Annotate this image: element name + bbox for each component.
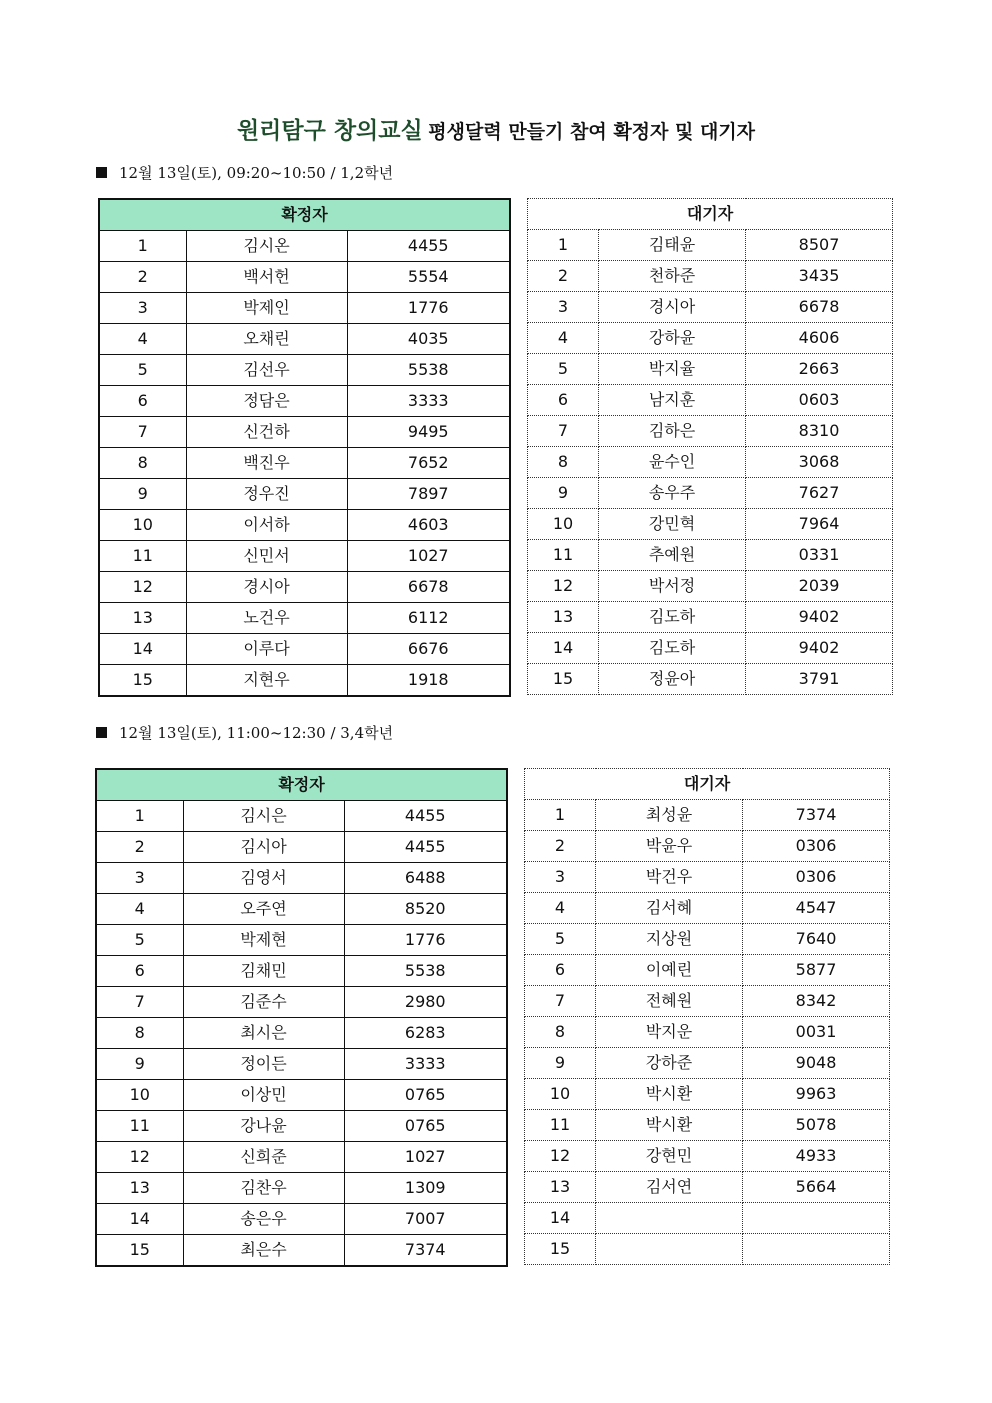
table-row [96, 832, 507, 863]
table-row [96, 1235, 507, 1267]
row-code: 8310 [746, 416, 893, 447]
table-row [99, 324, 510, 355]
row-name: 최성윤 [596, 800, 743, 831]
table-row [525, 1172, 890, 1203]
row-code: 0306 [743, 831, 890, 862]
table-row [525, 893, 890, 924]
title-main: 원리탐구 창의교실 [236, 118, 423, 144]
confirmed-header: 확정자 [96, 769, 507, 801]
row-code: 0031 [743, 1017, 890, 1048]
row-code: 6488 [344, 863, 507, 894]
row-name: 김준수 [183, 987, 344, 1018]
row-code: 4035 [347, 324, 510, 355]
row-number: 9 [528, 478, 599, 509]
table-row [96, 1049, 507, 1080]
table-row [525, 955, 890, 986]
row-name: 김찬우 [183, 1173, 344, 1204]
row-code: 8507 [746, 230, 893, 261]
table-row [525, 1203, 890, 1234]
row-number: 2 [528, 261, 599, 292]
row-number: 6 [96, 956, 183, 987]
table-row [528, 540, 893, 571]
table-row [96, 863, 507, 894]
row-number: 4 [99, 324, 186, 355]
table-row [525, 1017, 890, 1048]
table-row [528, 571, 893, 602]
row-name: 지현우 [186, 665, 347, 697]
confirmed-header: 확정자 [99, 199, 510, 231]
row-name: 경시아 [599, 292, 746, 323]
row-name: 신건하 [186, 417, 347, 448]
row-name: 정우진 [186, 479, 347, 510]
table-row [99, 417, 510, 448]
row-name: 이서하 [186, 510, 347, 541]
row-number: 9 [99, 479, 186, 510]
row-number: 13 [528, 602, 599, 633]
row-code: 7627 [746, 478, 893, 509]
row-name: 남지훈 [599, 385, 746, 416]
row-code: 4455 [347, 231, 510, 262]
row-number: 4 [528, 323, 599, 354]
table-row [99, 355, 510, 386]
row-code: 1027 [344, 1142, 507, 1173]
table-row [528, 416, 893, 447]
row-code: 1776 [344, 925, 507, 956]
row-code: 7652 [347, 448, 510, 479]
row-code: 4933 [743, 1141, 890, 1172]
row-name [596, 1203, 743, 1234]
row-number: 12 [99, 572, 186, 603]
row-code: 2980 [344, 987, 507, 1018]
row-code: 0765 [344, 1111, 507, 1142]
table-row [525, 1048, 890, 1079]
row-number: 5 [525, 924, 596, 955]
row-number: 15 [99, 665, 186, 697]
table-row [99, 572, 510, 603]
row-name: 백서헌 [186, 262, 347, 293]
row-number: 10 [525, 1079, 596, 1110]
row-number: 11 [528, 540, 599, 571]
row-code: 6676 [347, 634, 510, 665]
row-code: 7897 [347, 479, 510, 510]
row-code: 4455 [344, 801, 507, 832]
row-number: 12 [528, 571, 599, 602]
row-name: 정윤아 [599, 664, 746, 695]
row-number: 15 [528, 664, 599, 695]
table-row [99, 262, 510, 293]
row-name: 박제인 [186, 293, 347, 324]
table-row [525, 1234, 890, 1265]
table-row [99, 665, 510, 697]
row-code: 3068 [746, 447, 893, 478]
table-row [99, 386, 510, 417]
row-code: 6678 [347, 572, 510, 603]
table-row [528, 664, 893, 695]
table-row [528, 354, 893, 385]
table-row [99, 479, 510, 510]
table-row [525, 1110, 890, 1141]
table-row [528, 447, 893, 478]
session-2-label [96, 722, 393, 743]
table-row [525, 924, 890, 955]
row-number: 2 [99, 262, 186, 293]
row-code: 7964 [746, 509, 893, 540]
table-row [525, 831, 890, 862]
row-number: 4 [525, 893, 596, 924]
row-number: 11 [96, 1111, 183, 1142]
row-code: 4603 [347, 510, 510, 541]
row-code: 9495 [347, 417, 510, 448]
row-number: 6 [528, 385, 599, 416]
row-number: 11 [525, 1110, 596, 1141]
row-number: 10 [99, 510, 186, 541]
row-number: 5 [528, 354, 599, 385]
square-bullet-icon [96, 167, 107, 178]
row-name: 김서혜 [596, 893, 743, 924]
row-number: 8 [99, 448, 186, 479]
table-row [96, 801, 507, 832]
row-code: 0765 [344, 1080, 507, 1111]
row-number: 14 [528, 633, 599, 664]
session-2-label-text: 12월 13일(토), 11:00~12:30 / 3,4학년 [119, 724, 394, 742]
page-title [0, 112, 992, 145]
row-name: 이루다 [186, 634, 347, 665]
session-1-waitlist-table [527, 198, 893, 695]
row-code: 6283 [344, 1018, 507, 1049]
row-number: 3 [96, 863, 183, 894]
row-number: 6 [525, 955, 596, 986]
row-number: 12 [96, 1142, 183, 1173]
row-code: 6678 [746, 292, 893, 323]
row-code: 5877 [743, 955, 890, 986]
table-row [528, 478, 893, 509]
table-row [96, 1142, 507, 1173]
title-sub: 평생달력 만들기 참여 확정자 및 대기자 [428, 121, 756, 143]
row-name: 정이든 [183, 1049, 344, 1080]
row-code: 5664 [743, 1172, 890, 1203]
row-number: 14 [525, 1203, 596, 1234]
row-code: 2663 [746, 354, 893, 385]
row-name: 박지운 [596, 1017, 743, 1048]
row-code: 9402 [746, 633, 893, 664]
row-name: 백진우 [186, 448, 347, 479]
row-name: 오주연 [183, 894, 344, 925]
row-name: 박건우 [596, 862, 743, 893]
row-name: 전혜원 [596, 986, 743, 1017]
table-row [528, 323, 893, 354]
row-name: 최은수 [183, 1235, 344, 1267]
session-1-confirmed-table [98, 198, 511, 697]
table-row [525, 800, 890, 831]
row-code: 4455 [344, 832, 507, 863]
row-name: 추예원 [599, 540, 746, 571]
row-name: 김시은 [183, 801, 344, 832]
row-number: 14 [96, 1204, 183, 1235]
row-number: 9 [525, 1048, 596, 1079]
row-number: 5 [99, 355, 186, 386]
row-code: 1776 [347, 293, 510, 324]
row-code [743, 1203, 890, 1234]
session-2-waitlist-table [524, 768, 890, 1265]
row-name: 김도하 [599, 602, 746, 633]
row-name: 천하준 [599, 261, 746, 292]
row-name: 박서정 [599, 571, 746, 602]
row-code: 3333 [347, 386, 510, 417]
row-name: 경시아 [186, 572, 347, 603]
row-number: 13 [99, 603, 186, 634]
table-row [96, 1080, 507, 1111]
row-name: 김시온 [186, 231, 347, 262]
row-code: 4606 [746, 323, 893, 354]
table-row [96, 1111, 507, 1142]
table-row [99, 293, 510, 324]
row-name: 이예린 [596, 955, 743, 986]
row-name: 지상원 [596, 924, 743, 955]
session-2-confirmed-table [95, 768, 508, 1267]
row-name: 윤수인 [599, 447, 746, 478]
row-number: 8 [528, 447, 599, 478]
row-number: 14 [99, 634, 186, 665]
session-1-label-text: 12월 13일(토), 09:20~10:50 / 1,2학년 [119, 164, 394, 182]
table-row [99, 448, 510, 479]
row-number: 6 [99, 386, 186, 417]
row-name: 신민서 [186, 541, 347, 572]
row-number: 10 [96, 1080, 183, 1111]
row-number: 11 [99, 541, 186, 572]
row-name: 김서연 [596, 1172, 743, 1203]
waitlist-header: 대기자 [525, 769, 890, 800]
table-row [528, 633, 893, 664]
row-number: 2 [96, 832, 183, 863]
row-code: 3435 [746, 261, 893, 292]
row-number: 3 [525, 862, 596, 893]
row-name: 김하은 [599, 416, 746, 447]
row-number: 1 [528, 230, 599, 261]
row-code: 0306 [743, 862, 890, 893]
table-row [528, 602, 893, 633]
row-code: 7640 [743, 924, 890, 955]
row-code [743, 1234, 890, 1265]
row-number: 3 [528, 292, 599, 323]
row-number: 1 [525, 800, 596, 831]
row-name: 김도하 [599, 633, 746, 664]
table-row [528, 230, 893, 261]
row-name: 박시환 [596, 1079, 743, 1110]
row-code: 5538 [344, 956, 507, 987]
row-code: 7374 [743, 800, 890, 831]
table-row [96, 1204, 507, 1235]
row-code: 4547 [743, 893, 890, 924]
row-name: 오채린 [186, 324, 347, 355]
row-code: 7374 [344, 1235, 507, 1267]
row-number: 12 [525, 1141, 596, 1172]
row-number: 4 [96, 894, 183, 925]
row-code: 8520 [344, 894, 507, 925]
row-number: 15 [525, 1234, 596, 1265]
row-code: 7007 [344, 1204, 507, 1235]
waitlist-header: 대기자 [528, 199, 893, 230]
row-code: 5554 [347, 262, 510, 293]
row-code: 1309 [344, 1173, 507, 1204]
row-number: 1 [99, 231, 186, 262]
row-number: 8 [96, 1018, 183, 1049]
row-number: 13 [96, 1173, 183, 1204]
table-row [96, 1018, 507, 1049]
row-number: 7 [96, 987, 183, 1018]
table-row [528, 509, 893, 540]
row-name: 박제현 [183, 925, 344, 956]
row-name: 송은우 [183, 1204, 344, 1235]
table-row [99, 541, 510, 572]
row-name: 강나윤 [183, 1111, 344, 1142]
row-name: 강하윤 [599, 323, 746, 354]
table-row [525, 986, 890, 1017]
square-bullet-icon [96, 727, 107, 738]
row-code: 3333 [344, 1049, 507, 1080]
table-row [525, 862, 890, 893]
row-number: 5 [96, 925, 183, 956]
row-name: 박지율 [599, 354, 746, 385]
row-code: 9963 [743, 1079, 890, 1110]
row-code: 1027 [347, 541, 510, 572]
table-row [528, 261, 893, 292]
table-row [96, 894, 507, 925]
table-row [99, 634, 510, 665]
table-row [528, 385, 893, 416]
row-code: 0603 [746, 385, 893, 416]
table-row [96, 956, 507, 987]
row-code: 8342 [743, 986, 890, 1017]
row-number: 3 [99, 293, 186, 324]
table-row [525, 1079, 890, 1110]
row-code: 5078 [743, 1110, 890, 1141]
row-name: 김태윤 [599, 230, 746, 261]
row-code: 9402 [746, 602, 893, 633]
table-row [96, 987, 507, 1018]
row-number: 9 [96, 1049, 183, 1080]
row-code: 2039 [746, 571, 893, 602]
row-name: 강하준 [596, 1048, 743, 1079]
row-number: 2 [525, 831, 596, 862]
row-name: 김선우 [186, 355, 347, 386]
row-code: 0331 [746, 540, 893, 571]
row-number: 7 [528, 416, 599, 447]
row-code: 1918 [347, 665, 510, 697]
row-name: 박시환 [596, 1110, 743, 1141]
row-name: 최시은 [183, 1018, 344, 1049]
row-name: 송우주 [599, 478, 746, 509]
row-code: 6112 [347, 603, 510, 634]
row-number: 10 [528, 509, 599, 540]
row-name: 박윤우 [596, 831, 743, 862]
row-number: 1 [96, 801, 183, 832]
table-row [96, 925, 507, 956]
row-code: 3791 [746, 664, 893, 695]
row-name: 강현민 [596, 1141, 743, 1172]
row-name: 이상민 [183, 1080, 344, 1111]
row-name [596, 1234, 743, 1265]
row-name: 노건우 [186, 603, 347, 634]
table-row [99, 231, 510, 262]
row-code: 5538 [347, 355, 510, 386]
row-number: 15 [96, 1235, 183, 1267]
table-row [99, 510, 510, 541]
row-name: 김채민 [183, 956, 344, 987]
table-row [528, 292, 893, 323]
row-name: 김시아 [183, 832, 344, 863]
row-name: 강민혁 [599, 509, 746, 540]
row-number: 7 [99, 417, 186, 448]
table-row [96, 1173, 507, 1204]
row-name: 신희준 [183, 1142, 344, 1173]
row-number: 8 [525, 1017, 596, 1048]
row-name: 김영서 [183, 863, 344, 894]
session-1-label [96, 162, 393, 183]
row-number: 13 [525, 1172, 596, 1203]
row-name: 정담은 [186, 386, 347, 417]
row-number: 7 [525, 986, 596, 1017]
table-row [99, 603, 510, 634]
row-code: 9048 [743, 1048, 890, 1079]
table-row [525, 1141, 890, 1172]
